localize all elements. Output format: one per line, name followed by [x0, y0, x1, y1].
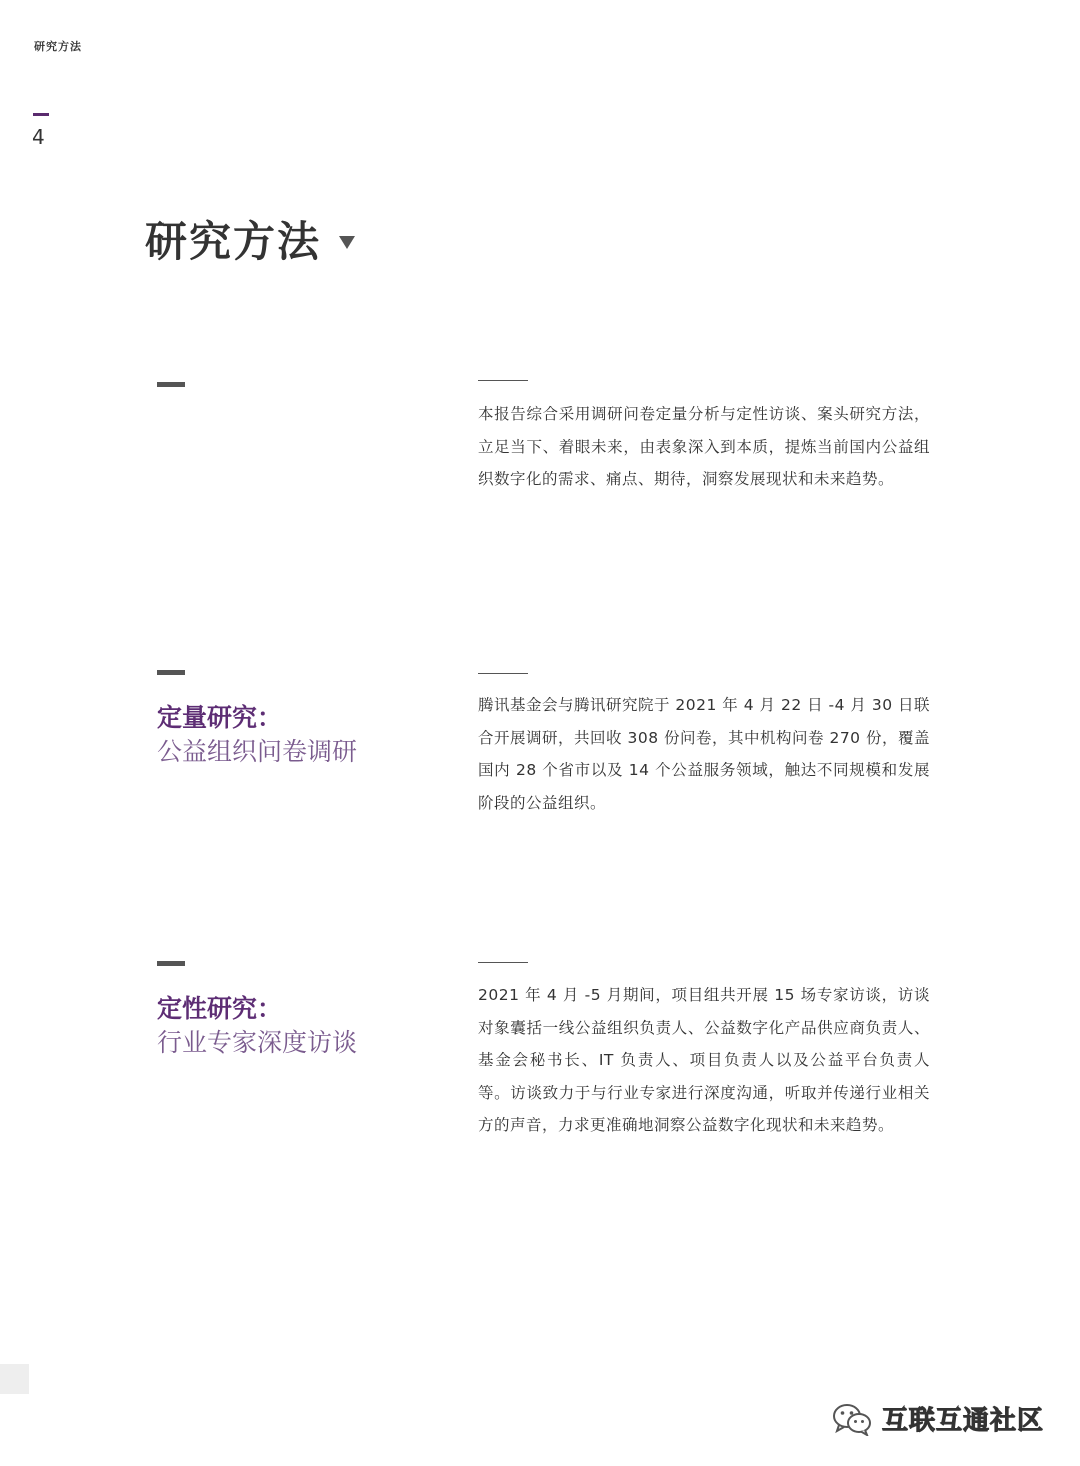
section-2-title-bold: 定量研究：: [157, 703, 283, 732]
section-3-title: [157, 992, 357, 1060]
section-2-marker: [157, 670, 185, 675]
page-number-bar: [33, 113, 49, 116]
section-3-title-bold: 定性研究：: [157, 994, 283, 1023]
page-title-block: [145, 209, 355, 269]
watermark-text: 互联互通社区: [882, 1406, 1045, 1436]
wechat-icon: [832, 1402, 872, 1436]
section-2-title-light: 公益组织问卷调研: [157, 737, 358, 766]
page-number: 4: [32, 125, 45, 149]
section-3-title-light: 行业专家深度访谈: [157, 1028, 358, 1057]
section-2-title: [157, 701, 357, 769]
section-2-rule: [478, 673, 528, 674]
watermark: [832, 1400, 1044, 1437]
page-title: 研究方法: [145, 217, 322, 266]
triangle-down-icon: [339, 236, 355, 249]
corner-tab: [0, 1364, 29, 1394]
section-3-body: 2021 年 4 月 -5 月期间，项目组共开展 15 场专家访谈，访谈对象囊括一线公益组织负责人、公益数字化产品供应商负责人、基金会秘书长、IT 负责人、项目负责人以及公益平台负责人等。访谈致力于与行业专家进行深度沟通，听取并传递行业相关方的声音，力求更准确地洞察公益数字化现状和未来趋势。: [478, 986, 930, 1134]
section-3-marker: [157, 961, 185, 966]
section-1-marker: [157, 382, 185, 387]
section-3-rule: [478, 962, 528, 963]
section-2-body: 腾讯基金会与腾讯研究院于 2021 年 4 月 22 日 -4 月 30 日联合开展调研，共回收 308 份问卷，其中机构问卷 270 份，覆盖国内 28 个省市以及 14 个公益服务领域，触达不同规模和发展阶段的公益组织。: [478, 696, 930, 812]
section-1-body: 本报告综合采用调研问卷定量分析与定性访谈、案头研究方法，立足当下、着眼未来，由表象深入到本质，提炼当前国内公益组织数字化的需求、痛点、期待，洞察发展现状和未来趋势。: [478, 405, 930, 488]
section-1-rule: [478, 380, 528, 381]
running-head: 研究方法: [34, 40, 82, 53]
